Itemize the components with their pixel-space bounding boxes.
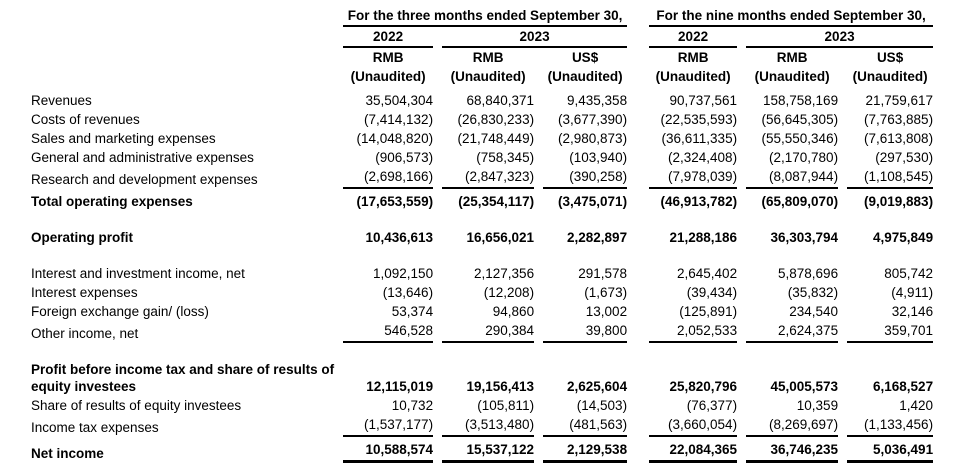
- period-header-three-months: For the three months ended September 30,: [343, 6, 627, 27]
- cell-value: 2,052,533: [649, 321, 737, 343]
- corner-blank: [31, 27, 334, 48]
- cell-value: 16,656,021: [466, 230, 535, 245]
- group-gap: [636, 27, 640, 48]
- row-label: Total operating expenses: [31, 194, 193, 209]
- cell-value: 32,146: [891, 304, 934, 319]
- table-row: [31, 167, 933, 189]
- currency-header-row: [31, 48, 933, 67]
- cell-value: 2,282,897: [567, 230, 628, 245]
- cell-value: 290,384: [442, 321, 534, 343]
- spacer-cell: [31, 343, 933, 360]
- cell-value: 805,742: [884, 266, 934, 281]
- cell-value: 1,092,150: [373, 266, 434, 281]
- group-gap: [636, 283, 640, 302]
- cell-value: 1,420: [899, 398, 934, 413]
- cell-value: 359,701: [847, 321, 933, 343]
- group-gap: [636, 91, 640, 110]
- year-header-9m-2023: 2023: [746, 27, 933, 48]
- spacer-row: [31, 211, 933, 228]
- year-header-3m-2022: 2022: [343, 27, 433, 48]
- cell-value: 2,625,604: [567, 379, 628, 394]
- group-gap: [636, 189, 640, 211]
- cell-value: 15,537,122: [442, 437, 534, 463]
- cell-value: (56,645,305): [761, 112, 839, 127]
- table-row: [31, 321, 933, 343]
- cell-value: (1,133,456): [847, 415, 933, 437]
- table-row: [31, 437, 933, 463]
- row-label: Share of results of equity investees: [31, 398, 242, 413]
- cell-value: (7,763,885): [864, 112, 934, 127]
- cell-value: (8,269,697): [746, 415, 838, 437]
- table-row: [31, 415, 933, 437]
- cell-value: 291,578: [578, 266, 628, 281]
- cell-value: (1,537,177): [343, 415, 433, 437]
- row-label: Net income: [31, 446, 104, 461]
- cell-value: (758,345): [476, 150, 535, 165]
- row-label: Revenues: [31, 93, 92, 108]
- cell-value: 53,374: [391, 304, 434, 319]
- cell-value: (8,087,944): [746, 167, 838, 189]
- cell-value: (35,832): [787, 285, 839, 300]
- row-label: Sales and marketing expenses: [31, 131, 216, 146]
- cell-value: (9,019,883): [864, 194, 934, 209]
- cell-value: 12,115,019: [366, 379, 434, 394]
- cell-value: 19,156,413: [466, 379, 535, 394]
- cell-value: (2,847,323): [442, 167, 534, 189]
- table-row: [31, 189, 933, 211]
- cell-value: 4,975,849: [873, 230, 934, 245]
- row-label: General and administrative expenses: [31, 150, 254, 165]
- group-gap: [636, 148, 640, 167]
- cell-value: (39,434): [686, 285, 738, 300]
- currency-header: RMB: [677, 50, 709, 65]
- cell-value: 21,759,617: [865, 93, 934, 108]
- table-row: [31, 129, 933, 148]
- cell-value: (46,913,782): [660, 194, 738, 209]
- group-gap: [636, 167, 640, 189]
- group-gap: [636, 360, 640, 396]
- unaudited-header-row: [31, 67, 933, 91]
- cell-value: (125,891): [679, 304, 738, 319]
- unaudited-label: (Unaudited): [547, 69, 623, 84]
- cell-value: (13,646): [382, 285, 434, 300]
- row-label: Other income, net: [31, 326, 139, 341]
- period-header-nine-months: For the nine months ended September 30,: [649, 6, 933, 27]
- group-gap: [636, 264, 640, 283]
- group-gap: [636, 396, 640, 415]
- cell-value: (7,613,808): [864, 131, 934, 146]
- table-row: [31, 264, 933, 283]
- cell-value: (14,503): [576, 398, 628, 413]
- unaudited-label: (Unaudited): [852, 69, 928, 84]
- period-header-row: [31, 6, 933, 27]
- cell-value: 2,645,402: [677, 266, 738, 281]
- cell-value: (297,530): [875, 150, 934, 165]
- cell-value: (14,048,820): [356, 131, 434, 146]
- group-gap: [636, 6, 640, 27]
- group-gap: [636, 110, 640, 129]
- table-row: [31, 302, 933, 321]
- cell-value: (17,653,559): [356, 194, 434, 209]
- corner-blank: [31, 6, 334, 27]
- cell-value: (481,563): [543, 415, 627, 437]
- group-gap: [636, 302, 640, 321]
- cell-value: 10,359: [796, 398, 839, 413]
- group-gap: [636, 415, 640, 437]
- row-label: Income tax expenses: [31, 420, 159, 435]
- cell-value: 2,129,538: [543, 437, 627, 463]
- unaudited-label: (Unaudited): [450, 69, 526, 84]
- cell-value: (105,811): [477, 398, 535, 413]
- cell-value: 234,540: [789, 304, 839, 319]
- table-row: [31, 91, 933, 110]
- cell-value: (1,673): [584, 285, 628, 300]
- cell-value: (7,414,132): [364, 112, 434, 127]
- spacer-cell: [31, 211, 933, 228]
- row-label: Interest expenses: [31, 285, 138, 300]
- cell-value: 5,878,696: [778, 266, 839, 281]
- row-label: Operating profit: [31, 230, 133, 245]
- cell-value: 2,624,375: [746, 321, 838, 343]
- row-label: [31, 360, 334, 396]
- cell-value: 90,737,561: [669, 93, 738, 108]
- cell-value: 45,005,573: [770, 379, 839, 394]
- cell-value: (4,911): [891, 285, 934, 300]
- cell-value: 546,528: [343, 321, 433, 343]
- cell-value: (103,940): [569, 150, 628, 165]
- year-header-row: [31, 27, 933, 48]
- cell-value: 10,436,613: [365, 230, 434, 245]
- cell-value: 36,746,235: [746, 437, 838, 463]
- table-row: [31, 396, 933, 415]
- currency-header: RMB: [372, 50, 404, 65]
- corner-blank: [31, 67, 334, 91]
- group-gap: [636, 129, 640, 148]
- cell-value: 68,840,371: [466, 93, 535, 108]
- cell-value: 21,288,186: [669, 230, 738, 245]
- cell-value: (7,978,039): [649, 167, 737, 189]
- unaudited-label: (Unaudited): [655, 69, 731, 84]
- unaudited-label: (Unaudited): [754, 69, 830, 84]
- row-label: Research and development expenses: [31, 172, 258, 187]
- cell-value: (25,354,117): [458, 194, 535, 209]
- cell-value: (76,377): [686, 398, 738, 413]
- unaudited-label: (Unaudited): [350, 69, 426, 84]
- table-row: [31, 228, 933, 247]
- year-header-3m-2023: 2023: [442, 27, 627, 48]
- table-row: [31, 110, 933, 129]
- cell-value: 9,435,358: [567, 93, 628, 108]
- cell-value: 39,800: [543, 321, 627, 343]
- cell-value: (3,513,480): [442, 415, 534, 437]
- currency-header: RMB: [472, 50, 504, 65]
- spacer-cell: [31, 247, 933, 264]
- group-gap: [636, 67, 640, 91]
- cell-value: 13,002: [585, 304, 628, 319]
- currency-header: US$: [571, 50, 599, 65]
- cell-value: 22,084,365: [649, 437, 737, 463]
- cell-value: (65,809,070): [761, 194, 839, 209]
- cell-value: (1,108,545): [847, 167, 933, 189]
- cell-value: 36,303,794: [770, 230, 839, 245]
- group-gap: [636, 437, 640, 463]
- cell-value: 35,504,304: [365, 93, 434, 108]
- cell-value: (2,170,780): [769, 150, 839, 165]
- cell-value: 5,036,491: [847, 437, 933, 463]
- row-label: Costs of revenues: [31, 112, 140, 127]
- group-gap: [636, 321, 640, 343]
- currency-header: RMB: [776, 50, 808, 65]
- corner-blank: [31, 48, 334, 67]
- table-row: [31, 283, 933, 302]
- cell-value: (22,535,593): [660, 112, 738, 127]
- cell-value: (390,258): [543, 167, 627, 189]
- cell-value: (3,677,390): [558, 112, 628, 127]
- row-label: Interest and investment income, net: [31, 266, 245, 281]
- year-header-9m-2022: 2022: [649, 27, 737, 48]
- cell-value: (55,550,346): [761, 131, 839, 146]
- row-label-line1: Profit before income tax and share of results of: [31, 362, 335, 377]
- cell-value: (36,611,335): [661, 131, 738, 146]
- cell-value: 10,588,574: [343, 437, 433, 463]
- spacer-row: [31, 247, 933, 264]
- cell-value: (26,830,233): [457, 112, 535, 127]
- row-label: Foreign exchange gain/ (loss): [31, 304, 209, 319]
- cell-value: 2,127,356: [474, 266, 535, 281]
- currency-header: US$: [876, 50, 904, 65]
- group-gap: [636, 228, 640, 247]
- group-gap: [636, 48, 640, 67]
- row-label-line2: equity investees: [31, 379, 137, 394]
- cell-value: 10,732: [391, 398, 434, 413]
- spacer-row: [31, 343, 933, 360]
- cell-value: (12,208): [483, 285, 535, 300]
- table-row: [31, 148, 933, 167]
- cell-value: (21,748,449): [457, 131, 535, 146]
- table-row: [31, 360, 933, 396]
- income-statement-table: [22, 6, 942, 463]
- cell-value: (2,698,166): [343, 167, 433, 189]
- cell-value: 94,860: [492, 304, 535, 319]
- cell-value: (2,324,408): [668, 150, 738, 165]
- cell-value: (3,660,054): [649, 415, 737, 437]
- cell-value: (906,573): [375, 150, 434, 165]
- cell-value: 6,168,527: [873, 379, 934, 394]
- cell-value: (3,475,071): [558, 194, 628, 209]
- cell-value: 25,820,796: [669, 379, 738, 394]
- cell-value: (2,980,873): [558, 131, 628, 146]
- cell-value: 158,758,169: [763, 93, 839, 108]
